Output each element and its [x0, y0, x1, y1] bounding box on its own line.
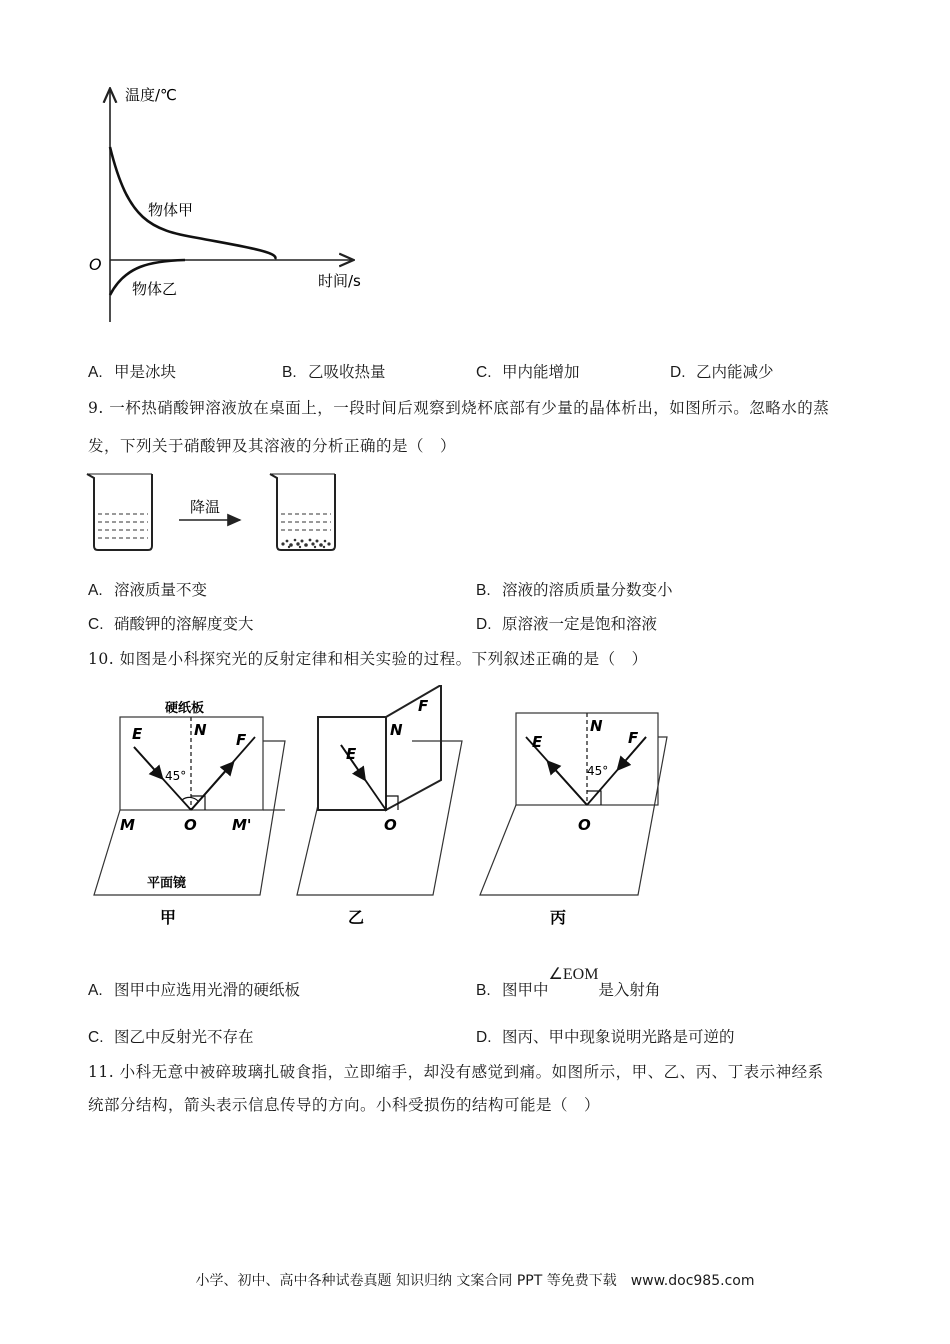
label-E-a: E [132, 725, 143, 743]
option-key: B. [476, 582, 491, 599]
option-key: C. [88, 1029, 104, 1046]
option-text: 图乙中反射光不存在 [114, 1028, 254, 1046]
label-F-c: F [628, 729, 639, 747]
label-mirror: 平面镜 [147, 876, 187, 891]
q9-option-b[interactable] [476, 578, 673, 600]
option-text: 图甲中应选用光滑的硬纸板 [114, 981, 301, 999]
option-key: A. [88, 364, 103, 381]
q9-option-c[interactable] [88, 612, 254, 634]
option-key: A. [88, 982, 103, 999]
beaker-before [87, 474, 152, 550]
option-text: 图丙、甲中现象说明光路是可逆的 [502, 1028, 735, 1046]
cooling-label: 降温 [190, 498, 221, 516]
option-text: 原溶液一定是饱和溶液 [502, 615, 658, 633]
label-F-a: F [236, 731, 247, 749]
option-key: D. [476, 616, 492, 633]
q8-option-b[interactable] [282, 360, 386, 382]
label-O-a: O [184, 816, 197, 834]
label-cardboard: 硬纸板 [165, 701, 205, 716]
page-footer: 小学、初中、高中各种试卷真题 知识归纳 文案合同 PPT 等免费下载 www.doc985.com [195, 1273, 755, 1289]
label-E-b: E [346, 745, 357, 763]
q9-option-a[interactable] [88, 578, 207, 600]
option-key: B. [282, 364, 297, 381]
label-N-b: N [390, 721, 403, 739]
origin-label: O [89, 255, 102, 274]
setup-b [297, 685, 462, 927]
label-angle-a: 45° [165, 769, 187, 783]
y-axis-label: 温度/℃ [125, 86, 177, 104]
caption-a: 甲 [160, 908, 177, 927]
option-key: C. [476, 364, 492, 381]
caption-b: 乙 [348, 908, 365, 927]
label-O-c: O [578, 816, 591, 834]
label-N-a: N [194, 721, 207, 739]
option-key: D. [670, 364, 686, 381]
label-E-c: E [532, 733, 543, 751]
q10-option-a[interactable] [88, 978, 300, 1000]
option-text-after: 是入射角 [598, 981, 661, 999]
curve-b-label: 物体乙 [132, 280, 178, 298]
option-text: 硝酸钾的溶解度变大 [114, 615, 254, 633]
label-angle-c: 45° [587, 764, 609, 778]
folded-panel [386, 685, 441, 810]
q8-option-d[interactable] [670, 360, 774, 382]
q10-option-d[interactable] [476, 1025, 735, 1047]
option-text: 甲是冰块 [114, 363, 177, 381]
label-N-c: N [590, 717, 603, 735]
angle-expression: ∠EOM [548, 966, 599, 983]
q9-option-d[interactable] [476, 612, 657, 634]
option-text: 乙吸收热量 [308, 363, 386, 381]
reflection-figure [90, 685, 710, 935]
setup-c [480, 713, 667, 927]
temperature-time-graph [80, 80, 380, 330]
x-axis-label: 时间/s [318, 272, 361, 290]
label-F-b: F [418, 697, 429, 715]
label-O-b: O [384, 816, 397, 834]
option-key: C. [88, 616, 104, 633]
caption-c: 丙 [550, 908, 567, 927]
option-key: B. [476, 982, 491, 999]
option-text-before: 图甲中 [502, 981, 549, 999]
option-text: 乙内能减少 [696, 363, 774, 381]
q10-stem: 10. 如图是小科探究光的反射定律和相关实验的过程。下列叙述正确的是（ ） [88, 650, 648, 668]
q10-option-c[interactable] [88, 1025, 254, 1047]
curve-a-label: 物体甲 [148, 201, 194, 219]
option-text: 甲内能增加 [502, 363, 580, 381]
q9-stem-line2: 发，下列关于硝酸钾及其溶液的分析正确的是（ ） [88, 437, 457, 455]
q8-option-c[interactable] [476, 360, 580, 382]
q9-stem-line1: 9. 一杯热硝酸钾溶液放在桌面上，一段时间后观察到烧杯底部有少量的晶体析出，如图所示。忽略水的蒸 [88, 399, 830, 417]
beaker-after [270, 474, 335, 550]
q8-option-a[interactable] [88, 360, 176, 382]
q11-stem-line2: 统部分结构，箭头表示信息传导的方向。小科受损伤的结构可能是（ ） [88, 1096, 601, 1114]
beaker-figure [84, 468, 354, 558]
crystals [281, 539, 330, 549]
label-M: M [120, 816, 135, 834]
setup-a [94, 700, 285, 927]
label-M-prime: M' [232, 816, 252, 834]
option-text: 溶液的溶质质量分数变小 [502, 581, 673, 599]
option-text: 溶液质量不变 [114, 581, 208, 599]
option-key: A. [88, 582, 103, 599]
option-key: D. [476, 1029, 492, 1046]
q10-option-b[interactable] [476, 966, 661, 1000]
q11-stem-line1: 11. 小科无意中被碎玻璃扎破食指，立即缩手，却没有感觉到痛。如图所示，甲、乙、丙、丁表示神经系 [88, 1063, 824, 1081]
